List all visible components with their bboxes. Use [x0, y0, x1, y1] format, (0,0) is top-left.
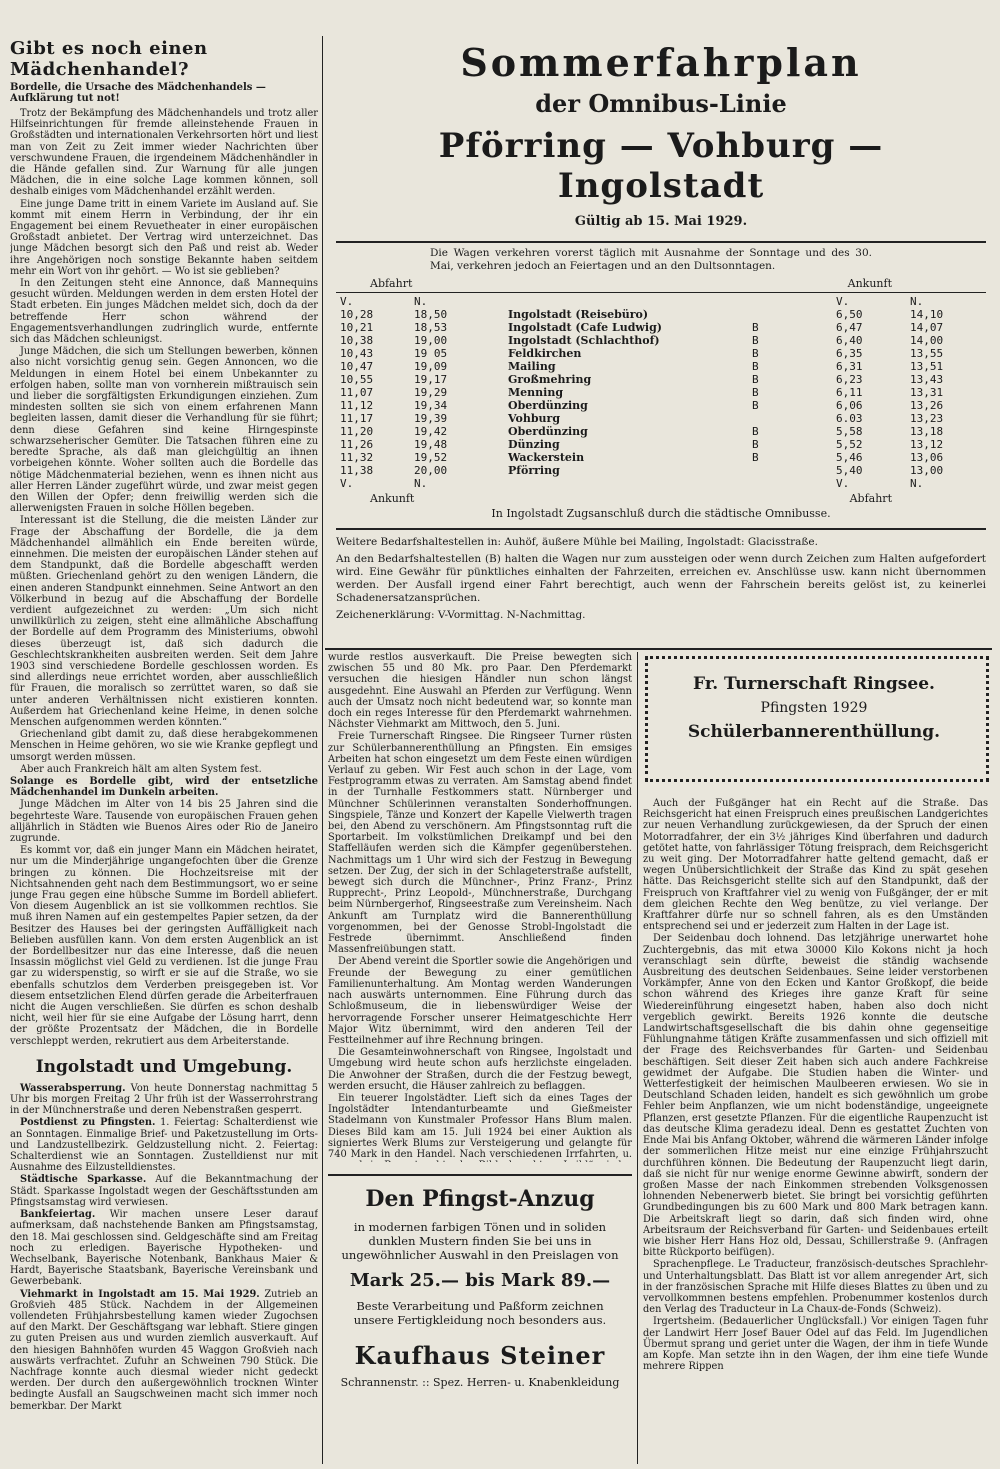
bedarf-marker — [750, 412, 834, 425]
stop-name: Vohburg — [508, 412, 561, 425]
timetable-subtitle: der Omnibus-Linie — [535, 89, 787, 118]
arrival-afternoon: 13,26 — [910, 399, 944, 412]
paragraph: In den Zeitungen steht eine Annonce, daß Mannequins gesucht würden. Meldungen werden in dem ersten Hotel der Stadt erbeten. Ein junges Mädchen meldet sich, doch da der betreffende Herr schon während der Engagementsverhandlungen zudringlich wurde, entfernte sich das Mädchen schleunigst. — [10, 278, 318, 346]
departure-afternoon: 20,00 — [414, 464, 448, 477]
timetable-row — [330, 373, 992, 386]
table-footer-row — [330, 477, 992, 490]
departure-afternoon: 19,00 — [414, 334, 448, 347]
departure-morning: 10,28 — [340, 308, 374, 321]
news-lead: Wasserabsperrung. — [20, 1082, 126, 1094]
horizontal-divider — [325, 648, 992, 650]
banner-date: Pfingsten 1929 — [760, 700, 868, 716]
arrival-morning: 6,47 — [836, 321, 863, 334]
timetable-row — [330, 347, 992, 360]
legend: Zeichenerklärung: V-Vormittag. N-Nachmittag. — [336, 609, 586, 621]
stop-name: Feldkirchen — [508, 347, 582, 360]
paragraph: Junge Mädchen, die sich um Stellungen bewerben, können also nicht vorsichtig genug sein. Gegen Annoncen, wo die Meldungen in einem Hotel bei einem Unbekannter zu erfolgen haben, sollte man von vornherein mißtrauisch sein und lieber die sorgfältigsten Erkundigungen einziehen. Zum mindesten sollten sie sich von einem erfahrenen Mann begleiten lassen, damit dieser die Verhandlung für sie führt; denn diese Gefahren sind keine Hirngespinste schwarzseherischer Gemüter. Die Tatsachen führen eine zu beredte Sprache, als daß man gleichgültig an ihnen vorbeigehen könnte. Woher sollten auch die Bordelle das nötige Mädchenmaterial beziehen, wenn es ihnen nicht aus aller Herren Länder zugeführt würde, und zwar meist gegen den Willen der Opfer; denn freiwillig werden sich die allerwenigsten Frauen in solche Höllen begeben. — [10, 346, 318, 515]
stop-name: Wackerstein — [508, 451, 585, 464]
arrival-morning: 6,06 — [836, 399, 863, 412]
arrival-morning: 6.03 — [836, 412, 863, 425]
timetable-notice: Die Wagen verkehren vorerst täglich mit Ausnahme der Sonntage und des 30. Mai, verkehren jedoch an Feiertagen und an den Dultsonntagen. — [430, 247, 872, 272]
arrival-afternoon: 13,55 — [910, 347, 944, 360]
bedarf-note: An den Bedarfshaltestellen (B) halten die Wagen nur zum aussteigen oder wenn durch Zeichen zum Halten aufgefordert wird. Eine Gewähr für pünktliches einhalten der Fahrzeiten, erreichen ev. Anschlüsse usw. kann nicht übernommen werden. Der Ausfall irgend einer Fahrt berechtigt, auch wenn der Fahrschein bereits gelöst ist, zu keinerlei Schadenersatzansprüchen. — [336, 553, 986, 604]
departure-afternoon: 19,29 — [414, 386, 448, 399]
v-footer: V. — [340, 477, 354, 490]
paragraph: Sprachenpflege. Le Traducteur, französisch-deutsches Sprachlehr- und Unterhaltungsblatt. Das Blatt ist vor allem anregender Art, sich in der französischen Sprache mit Hilfe dieses Blattes zu üben und zu vervollkommnen bestens empfehlen. Probenummer kostenlos durch den Verlag des Traducteur in La Chaux-de-Fonds (Schweiz). — [643, 1259, 988, 1316]
paragraph: Aber auch Frankreich hält am alten System fest. — [20, 763, 262, 775]
bedarf-marker: B — [752, 360, 759, 373]
departure-morning: 11,32 — [340, 451, 374, 464]
ad-shop-name: Kaufhaus Steiner — [354, 1341, 606, 1370]
news-lead: Bankfeiertag. — [20, 1209, 96, 1221]
paragraph: Interessant ist die Stellung, die die meisten Länder zur Frage der Abschaffung der Bordelle, die ja dem Mädchenhandel allmählich ein Ende bereiten würde, einnehmen. Die meisten der europäischen Länder stehen auf dem Standpunkt, daß die Bordelle abgeschafft werden müßten. Griechenland gehört zu den wenigen Ländern, die einen anderen Standpunkt einnehmen. Seine Antwort an den Völkerbund in bezug auf die Abschaffung der Bordelle verdient aufgezeichnet zu werden: „Um sich nicht unwillkürlich zu zeigen, steht eine allmähliche Abschaffung der Bordelle auf dem Programm des Ministeriums, obwohl dieses überzeugt ist, daß sich dadurch die Geschlechtskrankheiten ausbreiten werden. Seit dem Jahre 1903 sind verschiedene Bordelle geschlossen worden. Es sind allerdings neue errichtet worden, aber ausschließlich für Frauen, die moralisch so zerrüttet waren, so daß sie unter anderen Verhältnissen nicht existieren konnten. Außerdem hat Griechenland keine Heime, in denen solche Menschen aufgenommen werden könnten.“ — [10, 515, 318, 728]
paragraph: Es kommt vor, daß ein junger Mann ein Mädchen heiratet, nur um die Minderjährige ungangefochten über die Grenze bringen zu können. Die Hochzeitsreise mit der Nichtsahnenden geht nach dem Bestimmungsort, wo er seine junge Frau gegen eine hübsche Summe im Bordell abliefert. Von diesem Augenblick an ist sie vollkommen rechtlos. Sie muß ihren Namen auf ein gestempeltes Papier setzen, da der Besitzer des Hauses bei der geringsten Auffälligkeit nach Belieben ausfüllen kann. Von dem ersten Augenblick an ist der Bordellbesitzer nur das eine Interesse, daß die neuen Insassin möglichst viel Geld zu verdienen. Ist die junge Frau gar zu widerspenstig, so wirft er sie auf die Straße, wo sie ebenfalls schutzlos dem Verderben preisgegeben ist. Vor diesem entsetzlichen Elend dürfen gerade die Arbeiterfrauen nicht die Augen verschließen. Sie dürfen es schon deshalb nicht, weil hier für sie eine Aufgabe der Lösung harrt, denn der größte Prozentsatz der Mädchen, die in Bordelle verschleppt werden, rekrutiert aus dem Arbeiterstande. — [10, 845, 318, 1047]
departure-afternoon: 19,34 — [414, 399, 448, 412]
departure-afternoon: 18,53 — [414, 321, 448, 334]
departure-morning: 10,43 — [340, 347, 374, 360]
departure-morning: 10,47 — [340, 360, 374, 373]
timetable-row — [330, 321, 992, 334]
paragraph: Ein teuerer Ingolstädter. Lieft sich da eines Tages der Ingolstädter Intendanturbeamte und Gießmeister Stadelmann von Kunstmaler Professor Hans Blum malen. Dieses Bild kam am 15. Juli 1924 bei einer Auktion als signiertes Werk Blums zur Versteigerung und gelangte für 740 Mark in den Handel. Nach verschiedenen Irrfahrten, u. — [328, 1092, 632, 1160]
news-lead: Städtische Sparkasse. — [20, 1174, 147, 1186]
bedarf-marker: B — [752, 347, 759, 360]
arrival-afternoon: 14,07 — [910, 321, 944, 334]
stop-name: Ingolstadt (Cafe Ludwig) — [508, 321, 662, 334]
ad-text: in modernen farbigen Tönen und in soliden dunklen Mustern finden Sie bei uns in ungewöhnlicher Auswahl in den Preislagen von — [341, 1220, 619, 1262]
abfahrt-label-bottom: Abfahrt — [849, 492, 892, 505]
clothing-ad — [328, 1174, 632, 1389]
departure-morning: 11,07 — [340, 386, 374, 399]
timetable-rows — [330, 308, 992, 477]
bold-statement: Solange es Bordelle gibt, wird der entsetzliche Mädchenhandel im Dunkeln arbeiten. — [10, 775, 318, 799]
left-article-column — [10, 38, 318, 1463]
paragraph: Eine junge Dame tritt in einem Variete im Ausland auf. Sie kommt mit einem Herrn in Verbindung, der ihr ein Engagement bei einem Revuetheater in einer europäischen Großstadt anbietet. Der Vertrag wird unterzeichnet. Das junge Mädchen besorgt sich den Paß und reist ab. Weder ihre Angehörigen noch sonstige Bekannte haben seitdem mehr ein Wort von ihr gehört. — Wo ist sie geblieben? — [10, 198, 318, 277]
stop-name: Ingolstadt (Schlachthof) — [508, 334, 660, 347]
arrival-afternoon: 13,23 — [910, 412, 944, 425]
departure-morning: 10,55 — [340, 373, 374, 386]
news-text: Wir machen unsere Leser darauf aufmerksam, daß nachstehende Banken am Pfingstsamstag, den 18. Mai geschlossen sind. Geldgeschäfte sind am Freitag noch zu erledigen. Bayerische Hypotheken- und Wechselbank, Bayerische Notenbank, Bankhaus Maier & Hardt, Bayerische Staatsbank, Bayerische Vereinsbank und Gewerbebank. — [10, 1209, 318, 1288]
departure-afternoon: 19,52 — [414, 451, 448, 464]
stop-name: Oberdünzing — [508, 425, 588, 438]
column-divider — [637, 652, 638, 1464]
paragraph: Freie Turnerschaft Ringsee. Die Ringseer Turner rüsten zur Schülerbannerenthüllung an Pfingsten. Ein emsiges Arbeiten hat schon eingesetzt um dem Feste einen würdigen Verlauf zu geben. Wir Fest auch schon in der Lage, vom Festprogramm etwas zu verraten. Am Samstag abend findet in der Turnhalle Festkommers statt. Nürnberger und Münchner Schülerinnen veranstalten Sonderhoffnungen. Singspiele, Tänze und Konzert der Kapelle Vielwerth tragen bei, den Abend zu verschönern. Am Pfingstsonntag ruft die Sportarbeit. Im volkstümlichen Dreikampf und bei den Staffelläufen werden sich die Kämpfer gegenüberstehen. Nachmittags um 1 Uhr wird sich der Festzug in Bewegung setzen. Der Zug, der sich in der Schlageterstraße aufstellt, bewegt sich durch die Münchner-, Prinz Franz-, Prinz Rupprecht-, Prinz Leopold-, Münchnerstraße, Durchgang beim Nürnbergerhof, Ringseestraße zum Vereinsheim. Nach Ankunft am Turnplatz wird die Bannerenthüllung vorgenommen, bei der Genosse Strobl-Ingolstadt die Festrede übernimmt. Anschließend finden Massenfreiübungen statt. — [328, 731, 632, 956]
arrival-morning: 5,52 — [836, 438, 863, 451]
timetable-row — [330, 451, 992, 464]
departure-afternoon: 19,39 — [414, 412, 448, 425]
ankunft-label-bottom: Ankunft — [370, 492, 415, 505]
timetable-row — [330, 412, 992, 425]
n-header: N. — [910, 295, 924, 308]
timetable-row — [330, 334, 992, 347]
news-text: Von heute Donnerstag nachmittag 5 Uhr bis morgen Freitag 2 Uhr früh ist der Wasserrohrstrang in der Münchnerstraße und deren Nebenstraßen gesperrt. — [10, 1082, 318, 1117]
news-text: Auf die Bekanntmachung der Städt. Sparkasse Ingolstadt wegen der Geschäftsstunden am Pfingstsamstag wird verwiesen. — [10, 1174, 318, 1208]
arrival-morning: 6,31 — [836, 360, 863, 373]
news-item — [10, 1209, 318, 1287]
departure-morning: 11,20 — [340, 425, 374, 438]
arrival-morning: 6,11 — [836, 386, 863, 399]
arrival-afternoon: 13,18 — [910, 425, 944, 438]
arrival-morning: 6,50 — [836, 308, 863, 321]
paragraph: Irgertsheim. (Bedauerlicher Unglücksfall.) Vor einigen Tagen fuhr der Landwirt Herr Josef Bauer Odel auf das Feld. Im Jugendlichen Übermut sprang und geriet unter die Wagen, der ihm in tiefe Wunde am Kopfe. Man setzte ihn in den Wagen, der ihm eine tiefe Wunde mehrere Rippen — [643, 1316, 988, 1373]
bedarf-marker: B — [752, 334, 759, 347]
arrival-afternoon: 13,43 — [910, 373, 944, 386]
banner-event: Schülerbannerenthüllung. — [687, 722, 941, 742]
stop-name: Menning — [508, 386, 564, 399]
arrival-morning: 6,35 — [836, 347, 863, 360]
news-lead: Postdienst zu Pfingsten. — [20, 1117, 156, 1129]
stop-name: Großmehring — [508, 373, 592, 386]
right-article-column — [643, 798, 988, 1463]
departure-afternoon: 18,50 — [414, 308, 448, 321]
arrival-afternoon: 14,10 — [910, 308, 944, 321]
arrival-morning: 6,40 — [836, 334, 863, 347]
article-body — [10, 108, 318, 1047]
departure-morning: 11,26 — [340, 438, 374, 451]
departure-afternoon: 19,48 — [414, 438, 448, 451]
timetable-title: Sommerfahrplan — [460, 40, 862, 85]
timetable-valid: Gültig ab 15. Mai 1929. — [574, 214, 748, 229]
timetable-row — [330, 464, 992, 477]
banner-title: Fr. Turnerschaft Ringsee. — [693, 674, 935, 694]
timetable-row — [330, 360, 992, 373]
stop-name: Dünzing — [508, 438, 560, 451]
timetable-table — [330, 295, 992, 490]
further-stops: Weitere Bedarfshaltestellen in: Auhöf, äußere Mühle bei Mailing, Ingolstadt: Glacisstraße. — [336, 536, 818, 548]
departure-morning: 10,38 — [340, 334, 374, 347]
timetable-row — [330, 425, 992, 438]
departure-afternoon: 19,42 — [414, 425, 448, 438]
ad-prices: Mark 25.— bis Mark 89.— — [349, 1270, 611, 1291]
departure-afternoon: 19,17 — [414, 373, 448, 386]
arrival-morning: 5,40 — [836, 464, 863, 477]
n-footer: N. — [910, 477, 924, 490]
paragraph: Der Abend vereint die Sportler sowie die Angehörigen und Freunde der Bewegung zu einer gemütlichen Familienunterhaltung. Am Montag werden Wanderungen nach auswärts unternommen. Eine Führung durch das Schloßmuseum, die in liebenswürdiger Weise der hervorragende Forscher unserer Heimatgeschichte Herr Major Witz übernimmt, wird den anderen Teil der Festteilnehmer auf ihre Rechnung bringen. — [328, 956, 632, 1046]
arrival-afternoon: 13,31 — [910, 386, 944, 399]
arrival-afternoon: 13,12 — [910, 438, 944, 451]
arrival-afternoon: 13,06 — [910, 451, 944, 464]
timetable-footer-note: In Ingolstadt Zugsanschluß durch die städtische Omnibusse. — [491, 507, 831, 520]
column-divider — [322, 36, 323, 1464]
bedarf-marker: B — [752, 399, 759, 412]
timetable-row — [330, 386, 992, 399]
departure-afternoon: 19,09 — [414, 360, 448, 373]
arrival-afternoon: 14,00 — [910, 334, 944, 347]
bedarf-marker: B — [752, 386, 759, 399]
news-item — [10, 1174, 318, 1208]
news-item — [10, 1083, 318, 1117]
v-footer: V. — [836, 477, 850, 490]
bedarf-marker — [750, 308, 834, 321]
departure-morning: 11,17 — [340, 412, 374, 425]
timetable-row — [330, 438, 992, 451]
ankunft-label: Ankunft — [847, 277, 892, 290]
n-footer: N. — [414, 477, 428, 490]
bedarf-marker: B — [752, 451, 759, 464]
news-item — [10, 1289, 318, 1412]
timetable-row — [330, 308, 992, 321]
stop-name: Oberdünzing — [508, 399, 588, 412]
news-text: 1. Feiertag: Schalterdienst wie an Sonntagen. Einmalige Brief- und Paketzustellung im Orts- und Landzustellbezirk. Geldzustellung nicht. 2. Feiertag: Schalterdienst wie an Sonntagen. Zustelldienst nur mit Ausnahme des Eilzustelldienstes. — [10, 1117, 318, 1174]
departure-morning: 10,21 — [340, 321, 374, 334]
bedarf-marker: B — [752, 321, 759, 334]
paragraph: Die Gesamteinwohnerschaft von Ringsee, Ingolstadt und Umgebung wird heute schon aufs herzlichste eingeladen. Die Anwohner der Straßen, durch die der Festzug bewegt, werden ersucht, die Häuser zahlreich zu beflaggen. — [328, 1047, 632, 1092]
bedarf-marker: B — [752, 425, 759, 438]
abfahrt-label: Abfahrt — [370, 277, 413, 290]
bedarf-marker — [750, 464, 834, 477]
news-lead: Viehmarkt in Ingolstadt am 15. Mai 1929. — [20, 1288, 260, 1300]
arrival-afternoon: 13,51 — [910, 360, 944, 373]
article-subhead: Bordelle, die Ursache des Mädchenhandels — Aufklärung tut not! — [10, 82, 266, 104]
arrival-morning: 5,58 — [836, 425, 863, 438]
timetable-row — [330, 399, 992, 412]
ad-text-quality: Beste Verarbeitung und Paßform zeichnen unsere Fertigkleidung noch besonders aus. — [353, 1299, 607, 1327]
paragraph: wurde restlos ausverkauft. Die Preise bewegten sich zwischen 55 und 80 Mk. pro Paar. Den Pferdemarkt versuchen die hiesigen Händler nun schon längst ausgedehnt. Eine Auswahl an Pferden zur Verfügung. Wenn auch der Umsatz noch nicht bedeutend war, so konnte man doch ein reges Interesse für den Pferdemarkt wahrnehmen. Nächster Viehmarkt am Mittwoch, den 5. Juni. — [328, 652, 632, 731]
departure-afternoon: 19 05 — [414, 347, 448, 360]
news-text: Zutrieb an Großvieh 485 Stück. Nachdem in der Allgemeinen vollendeten Frühjahrsbestellung kamen wieder Zugochsen auf den Markt. Der Geschäftsgang war lebhaft. Stiere gingen zu guten Preisen aus und wurden ziemlich ausverkauft. Auf den hiesigen Bahnhöfen wurden 45 Waggon Großvieh nach auswärts verfrachtet. Zufuhr an Schweinen 790 Stück. Die Nachfrage konnte auch diesmal wieder nicht gedeckt werden. Der durch den außergewöhnlich trocknen Winter bedingte Ausfall an Saugschweinen macht sich immer noch bemerkbar. Der Markt — [10, 1288, 318, 1412]
paragraph: Griechenland gibt damit zu, daß diese herabgekommenen Menschen in Heime gehören, wo sie wie Kranke gepflegt und umsorgt werden müssen. — [10, 729, 318, 763]
departure-morning: 11,38 — [340, 464, 374, 477]
paragraph: Auch der Fußgänger hat ein Recht auf die Straße. Das Reichsgericht hat einen Freispruch eines preußischen Landgerichtes zur neuen Verhandlung zurückgewiesen, da der Spruch der einen Motorradfahrer, der ein 3½ jähriges Kind überfahren und dadurch getötet hatte, von fahrlässiger Tötung freisprach, dem Reichsgericht zu weit ging. Der Motorradfahrer hatte geltend gemacht, daß er wegen Unübersichtlichkeit der Straße das Kind zu spät gesehen hätte. Das Reichsgericht stellte sich auf den Standpunkt, daß der Freispruch von Kraftfahrer viel zu wenig von Fußgänger, der er mit dem gleichen Rechte den Weg benütze, zu viel verlange. Der Kraftfahrer dürfe nur so schnell fahren, als es den Umständen entsprechend sei und er jederzeit zum Halten in der Lage ist. — [643, 798, 988, 933]
arrival-morning: 6,23 — [836, 373, 863, 386]
bedarf-marker: B — [752, 373, 759, 386]
paragraph: Junge Mädchen im Alter von 14 bis 25 Jahren sind die begehrteste Ware. Tausende von europäischen Frauen gehen alljährlich in Städten wie Buenos Aires oder Rio de Janeiro zugrunde. — [10, 799, 318, 844]
n-header: N. — [414, 295, 428, 308]
news-item — [10, 1117, 318, 1173]
stop-name: Pförring — [508, 464, 560, 477]
timetable-advert — [330, 36, 992, 648]
section-title: Ingolstadt und Umgebung. — [35, 1056, 293, 1077]
bedarf-marker: B — [752, 438, 759, 451]
turnerschaft-banner — [660, 674, 968, 764]
middle-article-column — [328, 652, 632, 1462]
paragraph: Trotz der Bekämpfung des Mädchenhandels und trotz aller Hilfseinrichtungen für fremde alleinstehende Frauen in Großstädten und internationalen Verkehrsorten hört und liest man von Zeit zu Zeit immer wieder Nachrichten über verschwundene Frauen, die irgendeinem Mädchenhändler in die Hände gefallen sind. Zur Warnung für alle jungen Mädchen, die in eine solche Lage kommen können, soll deshalb einiges vom Mädchenhandel erzählt werden. — [10, 108, 318, 198]
paragraph: Der Seidenbau doch lohnend. Das letzjährige unerwartet hohe Zuchtergebnis, das mit etwa 30000 Kilo Kokons nicht ja hoch veranschlagt sein dürfte, beweist die ständig wachsende Ausbreitung des deutschen Seidenbaues. Seine leider verstorbenen Vorkämpfer, Anne von den Ecken und Kantor Großkopf, die beide schon während des Krieges ihre ganze Kraft für seine Wiedereinführung eingesetzt haben, haben also doch nicht vergeblich gewirkt. Bereits 1926 konnte die deutsche Landwirtschaftsgesellschaft die bis dahin ohne gegenseitige Fühlungnahme tätigen Kräfte zusammenfassen und sich offiziell mit der Frage des Reichsverbandes für Garten- und Seidenbau beschäftigen. Seit dieser Zeit haben sich auch andere Fachkreise gewidmet der Aufgabe. Die Studien haben die Winter- und Wetterfestigkeit der heimischen Maulbeeren erwiesen. Wo sie in Deutschland Schaden leiden, handelt es sich gewöhnlich um grobe Fehler beim Anpflanzen, wie um nicht bodenständige, ungeeignete Pflanzen, erst gesetzte Pflanzen. Für die eigentliche Raupenzucht ist das deutsche Klima geradezu ideal. Denn es gestattet Zuchten von Ende Mai bis Anfang Oktober, während die wärmeren Länder infolge der sommerlichen Hitze meist nur eine einzige Frühjahrszucht durchführen können. Die Bedeutung der Raupenzucht liegt darin, daß sie nicht für nur wenige enorme Gewinne abwirft, sondern der großen Masse der nach Einkommen strebenden Volksgenossen lohnenden Nebenerwerb bietet. Sie bringt bei vorsichtig geführten Grundbedingungen bis zu 600 Mark und 800 Mark betragen kann. Die Arbeitskraft liegt so darin, daß sich finden wird, ohne Arbeitsraum der Reichsverband für Garten- und Seidenbaues erteilt wie bisher Herr Hans Hoz old, Dessau, Schillerstraße 9. (Anfragen bitte Rückporto beifügen). — [643, 933, 988, 1259]
v-header: V. — [340, 295, 354, 308]
timetable-route: Pförring — Vohburg — Ingolstadt — [438, 126, 884, 206]
table-header-row — [330, 295, 992, 308]
v-header: V. — [836, 295, 850, 308]
local-news — [10, 1083, 318, 1412]
ad-address: Schrannenstr. :: Spez. Herren- u. Knabenkleidung — [340, 1376, 620, 1389]
arrival-morning: 5,46 — [836, 451, 863, 464]
stop-name: Mailing — [508, 360, 556, 373]
arrival-afternoon: 13,00 — [910, 464, 944, 477]
ad-headline: Den Pfingst-Anzug — [365, 1186, 595, 1212]
departure-morning: 11,12 — [340, 399, 374, 412]
stop-name: Ingolstadt (Reisebüro) — [508, 308, 649, 321]
article-headline: Gibt es noch einen Mädchenhandel? — [10, 38, 208, 80]
